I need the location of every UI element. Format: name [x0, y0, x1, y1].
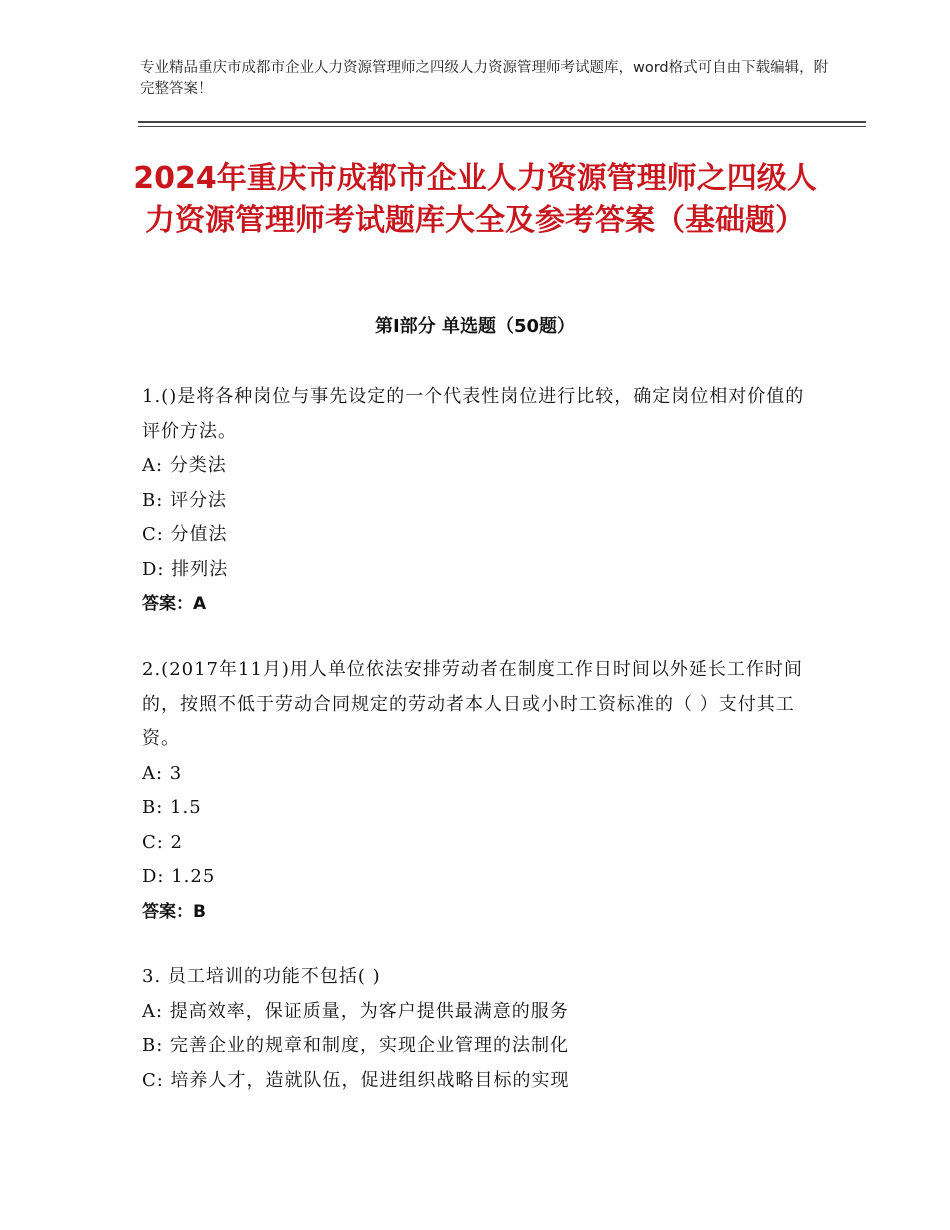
- question-1: [142, 380, 822, 622]
- answer: 答案：B: [142, 901, 206, 922]
- header-note: 专业精品重庆市成都市企业人力资源管理师之四级人力资源管理师考试题库，word格式可自由下载编辑，附完整答案！: [140, 60, 829, 97]
- question-3: [142, 960, 822, 1098]
- option-a: A: 分类法: [142, 455, 227, 476]
- question-text: 1.()是将各种岗位与事先设定的一个代表性岗位进行比较，确定岗位相对价值的评价方法。: [142, 386, 805, 442]
- option-c: C: 2: [142, 831, 184, 853]
- option-a: A: 提高效率，保证质量，为客户提供最满意的服务: [142, 1000, 569, 1022]
- option-a: A: 3: [142, 762, 183, 784]
- option-c: C: 培养人才，造就队伍，促进组织战略目标的实现: [142, 1069, 570, 1091]
- question-text: 2.(2017年11月)用人单位依法安排劳动者在制度工作日时间以外延长工作时间的，按照不低于劳动合同规定的劳动者本人日或小时工资标准的（ ）支付其工资。: [142, 659, 803, 749]
- option-c: C: 分值法: [142, 524, 228, 545]
- option-d: D: 1.25: [142, 866, 216, 887]
- section-heading: 第Ⅰ部分 单选题（50题）: [374, 316, 575, 337]
- option-b: B: 评分法: [142, 489, 228, 511]
- header-rule-thick: [138, 121, 866, 123]
- option-b: B: 1.5: [142, 797, 202, 818]
- answer: 答案：A: [142, 594, 207, 614]
- question-2: [142, 653, 822, 929]
- option-b: B: 完善企业的规章和制度，实现企业管理的法制化: [142, 1035, 570, 1056]
- option-d: D: 排列法: [142, 558, 229, 580]
- document-title: 2024年重庆市成都市企业人力资源管理师之四级人力资源管理师考试题库大全及参考答案（基础题）: [133, 161, 817, 238]
- header-rule-thin: [138, 126, 866, 127]
- question-text: 3. 员工培训的功能不包括( ): [142, 966, 381, 987]
